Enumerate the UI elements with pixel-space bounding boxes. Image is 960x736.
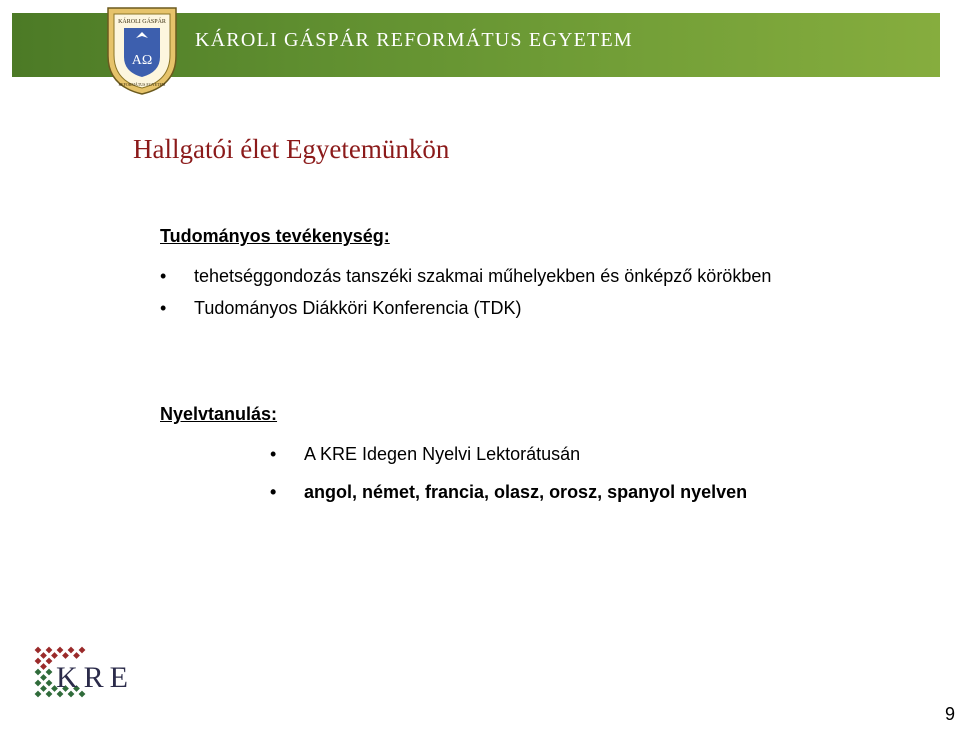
logo-diamond: [46, 658, 53, 665]
list-item: • angol, német, francia, olasz, orosz, spanyol nyelven: [270, 478, 890, 506]
logo-diamond: [46, 669, 53, 676]
logo-diamond: [35, 691, 42, 698]
logo-diamond: [79, 647, 86, 654]
logo-diamond: [35, 680, 42, 687]
logo-diamond: [40, 663, 47, 670]
research-bullet-list: [160, 262, 820, 326]
page-number: 9: [945, 704, 956, 724]
list-item: • A KRE Idegen Nyelvi Lektorátusán: [270, 440, 890, 468]
logo-diamond: [46, 680, 53, 687]
languages-bullet-list: [270, 440, 890, 516]
list-item: • tehetséggondozás tanszéki szakmai műhelyekben és önképző körökben: [160, 262, 820, 290]
crest-lettering-bottom: REFORMÁTUS EGYETEM: [118, 82, 166, 87]
logo-diamond: [40, 652, 47, 659]
logo-diamond: [46, 647, 53, 654]
logo-diamond: [35, 658, 42, 665]
section-heading-languages: Nyelvtanulás:: [160, 404, 278, 424]
logo-diamond: [35, 669, 42, 676]
section-heading-research: Tudományos tevékenység:: [160, 226, 390, 246]
logo-diamond: [51, 652, 58, 659]
kre-diamond-logo-icon: [4, 616, 164, 730]
list-item: • Tudományos Diákköri Konferencia (TDK): [160, 294, 820, 322]
university-crest-icon: [100, 2, 184, 96]
logo-diamond: [35, 647, 42, 654]
university-name: KÁROLI GÁSPÁR REFORMÁTUS EGYETEM: [195, 29, 633, 51]
logo-diamond: [62, 652, 69, 659]
logo-diamond: [46, 691, 53, 698]
crest-lettering-top: KÁROLI GÁSPÁR: [118, 19, 166, 25]
slide-title: Hallgatói élet Egyetemünkön: [133, 134, 450, 164]
logo-diamond: [73, 652, 80, 659]
crest-symbol: AΩ: [131, 53, 153, 68]
logo-diamond: [68, 647, 75, 654]
logo-diamond: [40, 685, 47, 692]
kre-logo-text: KRE: [56, 661, 134, 694]
logo-diamond: [57, 647, 64, 654]
logo-diamond: [40, 674, 47, 681]
